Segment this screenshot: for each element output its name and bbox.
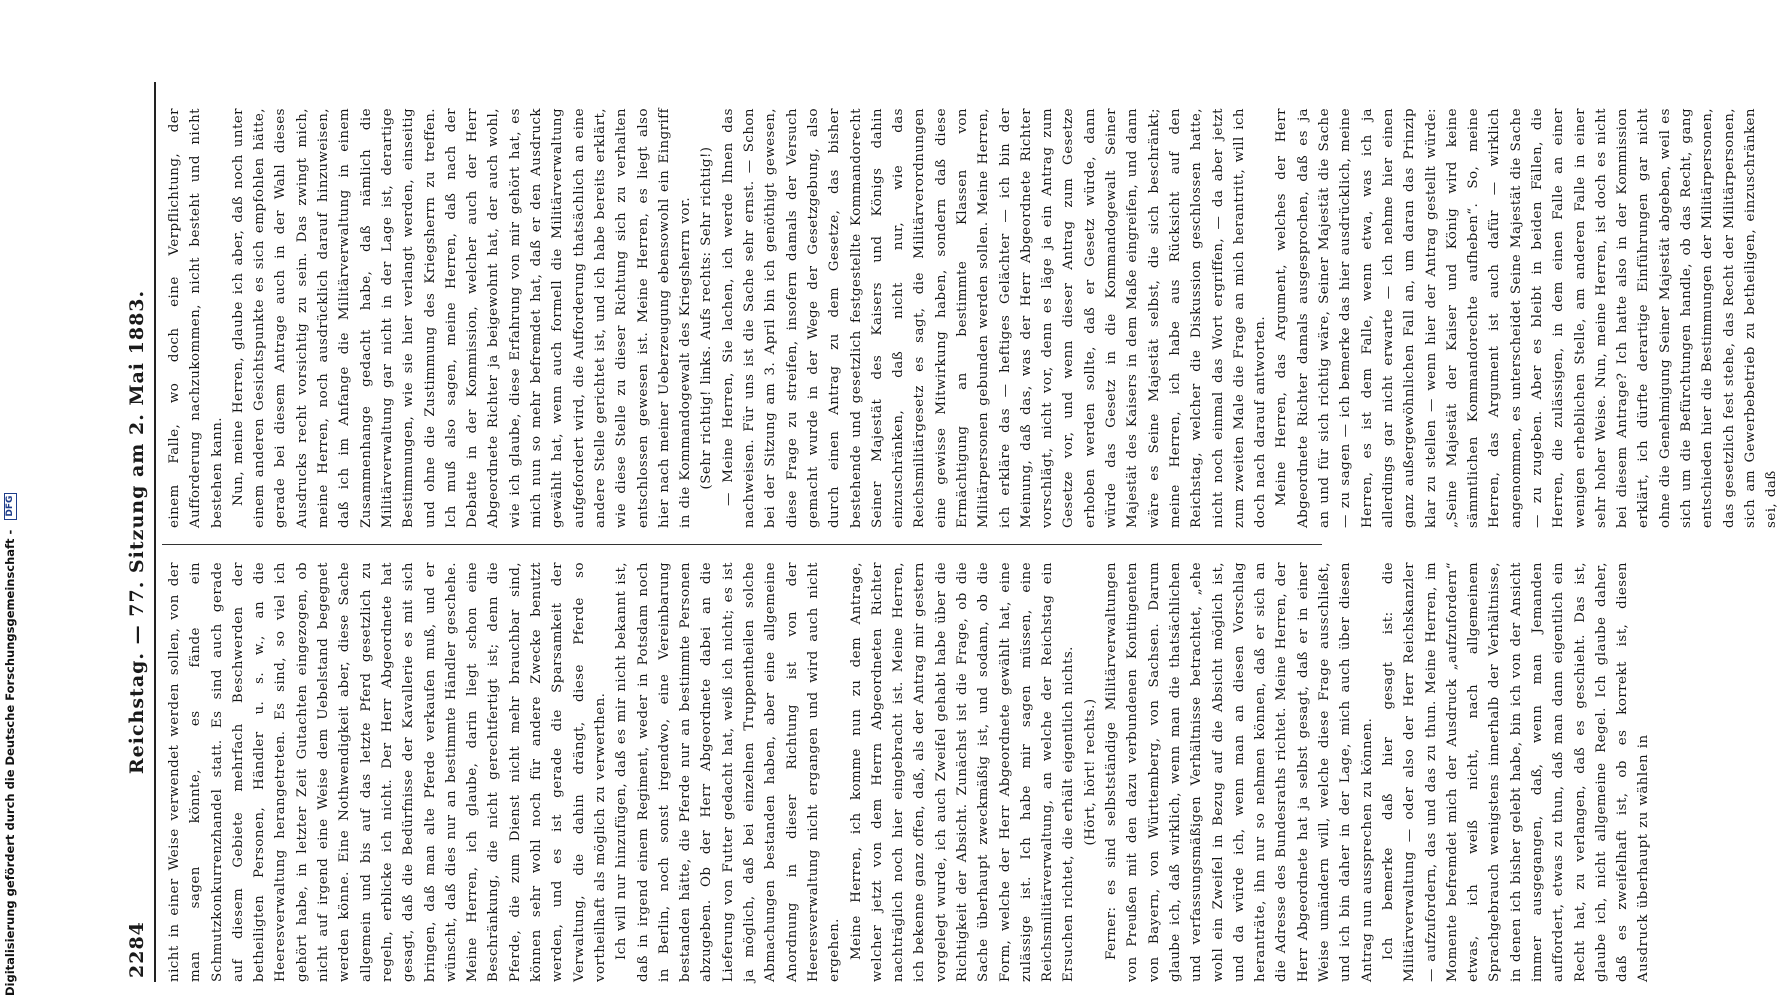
column-divider: [162, 544, 1322, 545]
page-number: 2284: [126, 921, 148, 978]
paragraph: — Meine Herren, Sie lachen, ich werde Ihnen das nachweisen. Für uns ist die Sache sehr ernst. — Schon bei der Sitzung am 3. April bin ich genöthigt gewesen, diese Frage zu streifen, insofern damals der Versuch gemacht wurde in der Wege der Gesetzgebung, also durch einen Antrag zu dem Gesetze, das bisher bestehende und gesetzlich festgestellte Kommandorecht Seiner Majestät des Kaisers und Königs dahin einzuschränken, daß nicht nur, wie das Reichsmilitärgesetz es sagt, die Militärverordnungen eine gewisse Mitwirkung haben, sondern daß diese Ermächtigung an bestimmte Klassen von Militärpersonen gebunden werden sollen. Meine Herren, ich erkläre das — heftiges Gelächter — ich bin der Meinung, daß das, was der Herr Abgeordnete Richter vorschlägt, nicht vor, denn es läge ja ein Antrag zum Gesetze vor, und wenn dieser Antrag zum Gesetze erhoben werden sollte, daß er Gesetz würde, dann würde das Gesetz in die Kommandogewalt Seiner Majestät des Kaisers in dem Maße eingreifen, und dann wäre es Seine Majestät selbst, die sich beschränkt; meine Herren, ich habe aus Rücksicht auf den Reichstag, welcher die Diskussion geschlossen hatte, nicht noch einmal das Wort ergriffen, — da aber jetzt zum zweiten Male die Frage an mich herantritt, will ich doch nach darauf antworten.: [720, 108, 1269, 528]
paragraph: Meine Herren, das Argument, welches der Herr Abgeordnete Richter damals ausgesprochen, daß es ja an und für sich richtig wäre, Seiner Majestät die Sache — zu sagen — ich bemerke das hier ausdrücklich, meine Herren, es ist dem Falle, wenn etwa, was ich ja allerdings gar nicht erwarte — ich nehme hier einen ganz außergewöhnlichen Fall an, um daran das Prinzip klar zu stellen — wenn hier der Antrag gestellt würde: „Seine Majestät der Kaiser und König wird keine sämmtlichen Kommandorechte aufheben“. So, meine Herren, das Argument ist auch dafür — wirklich angenommen, es unterscheidet Seine Majestät die Sache — zu zugeben. Aber es bleibt in beiden Fällen, die Herren, die zulässigen, in dem einen Falle an einer wenigen erheblichen Stelle, am anderen Falle in einer sehr hoher Weise. Nun, meine Herren, ist doch es nicht bei diesem Antrage? Ich hatte also in der Kommission erklärt, ich dürfte derartige Einführungen gar nicht ohne die Genehmigung Seiner Majestät abgeben, weil es sich um die Befürchtungen handle, ob das Recht, gang entschieden hier die Bestimmungen der Militärpersonen, das gesetzlich fest stehe, das Recht der Militärpersonen, sich am Gewerbebetrieb zu betheiligen, einzuschränken sei, daß: [1274, 108, 1780, 528]
left-column: [164, 562, 1652, 982]
digitization-credit: [3, 493, 17, 996]
digitization-credit-text: Digitalisierung gefördert durch die Deutsche Forschungsgemeinschaft -: [3, 529, 17, 996]
interjection: (Sehr richtig! links. Aufs rechts: Sehr richtig!): [699, 146, 715, 490]
right-column: [164, 108, 1780, 528]
interjection: (Hört, hört! rechts.): [1082, 698, 1098, 846]
scanned-page: [120, 0, 1780, 1000]
paragraph: Meine Herren, ich komme nun zu dem Antrage, welcher jetzt von dem Herrn Abgeordneten Richter nachträglich noch hier eingebracht ist. Meine Herren, ich bekenne ganz offen, daß, als der Antrag mir gestern vorgelegt wurde, ich auch Zweifel gehabt habe über die Richtigkeit der Absicht. Zunächst ist die Frage, ob die Sache überhaupt zweckmäßig ist, und sodann, ob die Form, welche der Herr Abgeordnete gewählt hat, eine zulässige ist. Ich habe mir sagen müssen, eine Reichsmilitärverwaltung, an welche der Reichstag ein Ersuchen richtet, die erhält eigentlich nichts.: [848, 562, 1077, 982]
digitization-strip: [0, 0, 18, 1000]
dfg-logo: DFG: [4, 493, 17, 520]
paragraph: einem Falle, wo doch eine Verpflichtung, der Aufforderung nachzukommen, nicht besteht und nicht bestehen kann.: [167, 108, 225, 528]
running-title: Reichstag. — 77. Sitzung am 2. Mai 1883.: [126, 289, 148, 775]
paragraph: Ich bemerke daß hier gesagt ist: die Militärverwaltung — oder also der Herr Reichskanzler — aufzufordern, das und das zu thun. Meine Herren, im Momente befremdet mich der Ausdruck „aufzufordern“ etwas, ich weiß nicht, nach allgemeinem Sprachgebrauch wenigstens innerhalb der Verhältnisse, in denen ich bisher gelebt habe, bin ich von der Ansicht immer ausgegangen, daß, wenn man Jemanden auffordert, etwas zu thun, daß man dann eigentlich ein Recht hat, zu verlangen, daß es geschieht. Das ist, glaube ich, nicht allgemeine Regel. Ich glaube daher, daß es zweifelhaft ist, ob es korrekt ist, diesen Ausdruck überhaupt zu wählen in: [1380, 562, 1652, 982]
paragraph: Ferner: es sind selbstständige Militärverwaltungen von Preußen mit den dazu verbundenen Kontingenten von Bayern, von Württemberg, von Sachsen. Darum glaube ich, daß wirklich, wenn man die thatsächlichen und verfassungsmäßigen Verhältnisse betrachtet, „ehe wohl ein Zweifel in Bezug auf die Absicht möglich ist, und da würde ich, wenn man an diesen Vorschlag heranträte, ihn nur so nehmen können, daß er sich an die Adresse des Bundesraths richtet. Meine Herren, der Herr Abgeordnete hat ja selbst gesagt, daß er in einer Weise umändern will, welche diese Frage ausschließt, und ich bin daher in der Lage, mich auch über diesen Antrag nun aussprechen zu können.: [1104, 562, 1375, 982]
paragraph: Nun, meine Herren, glaube ich aber, daß noch unter einem anderen Gesichtspunkte es sich empfohlen hätte, gerade bei diesem Antrage auch in der Wahl dieses Ausdrucks recht vorsichtig zu sein. Das zwingt mich, meine Herren, noch ausdrücklich darauf hinzuweisen, daß ich im Anfange die Militärverwaltung in einem Zusammenhange gedacht habe, daß nämlich die Militärverwaltung gar nicht in der Lage ist, derartige Bestimmungen, wie sie hier verlangt werden, einseitig und ohne die Zustimmung des Kriegsherrn zu treffen. Ich muß also sagen, meine Herren, daß nach der Debatte in der Kommission, welcher auch der Herr Abgeordnete Richter ja beigewohnt hat, der auch wohl, wie ich glaube, diese Erfahrung von mir gehört hat, es mich nun so mehr befremdet hat, daß er den Ausdruck gewählt hat, wenn auch formell die Militärverwaltung aufgefordert wird, die Aufforderung thatsächlich an eine andere Stelle gerichtet ist, und ich habe bereits erklärt, wie diese Stelle zu dieser Richtung sich zu verhalten entschlossen gewesen ist. Meine Herren, es liegt also hier nach meiner Ueberzeugung ebensowohl ein Eingriff in die Kommandogewalt des Kriegsherrn vor.: [230, 108, 694, 528]
page-header: [120, 82, 156, 982]
paragraph: nicht in einer Weise verwendet werden sollen, von der man sagen könnte, es fände ein Schmutzkonkurrenzhandel statt. Es sind auch gerade auf diesem Gebiete mehrfach Beschwerden der betheiligten Personen, Händler u. s. w., an die Heeresverwaltung herangetreten. Es sind, so viel ich gehört habe, in letzter Zeit Gutachten eingezogen, ob nicht auf irgend eine Weise dem Uebelstand begegnet werden könne. Eine Nothwendigkeit aber, diese Sache allgemein und bis auf das letzte Pferd gesetzlich zu regeln, erblicke ich nicht. Der Herr Abgeordnete hat gesagt, daß die Bedürfnisse der Kavallerie es mit sich bringen, daß man alte Pferde verkaufen muß, und er wünscht, daß dies nur an bestimmte Händler geschehe. Meine Herren, ich glaube, darin liegt schon eine Beschränkung, die nicht gerechtfertigt ist; denn die Pferde, die zum Dienst nicht mehr brauchbar sind, können sehr wohl noch für andere Zwecke benutzt werden, und es ist gerade die Sparsamkeit der Verwaltung, die dahin drängt, diese Pferde so vortheilhaft als möglich zu verwerthen.: [167, 562, 608, 982]
paragraph: Ich will nur hinzufügen, daß es mir nicht bekannt ist, daß in irgend einem Regiment, weder in Potsdam noch in Berlin, noch sonst irgendwo, eine Vereinbarung bestanden hätte, die Pferde nur an bestimmte Personen abzugeben. Ob der Herr Abgeordnete dabei an die Lieferung von Futter gedacht hat, weiß ich nicht; es ist ja möglich, daß bei einzelnen Truppentheilen solche Abmachungen bestanden haben, aber eine allgemeine Anordnung in dieser Richtung ist von der Heeresverwaltung nicht ergangen und wird auch nicht ergehen.: [614, 562, 843, 982]
